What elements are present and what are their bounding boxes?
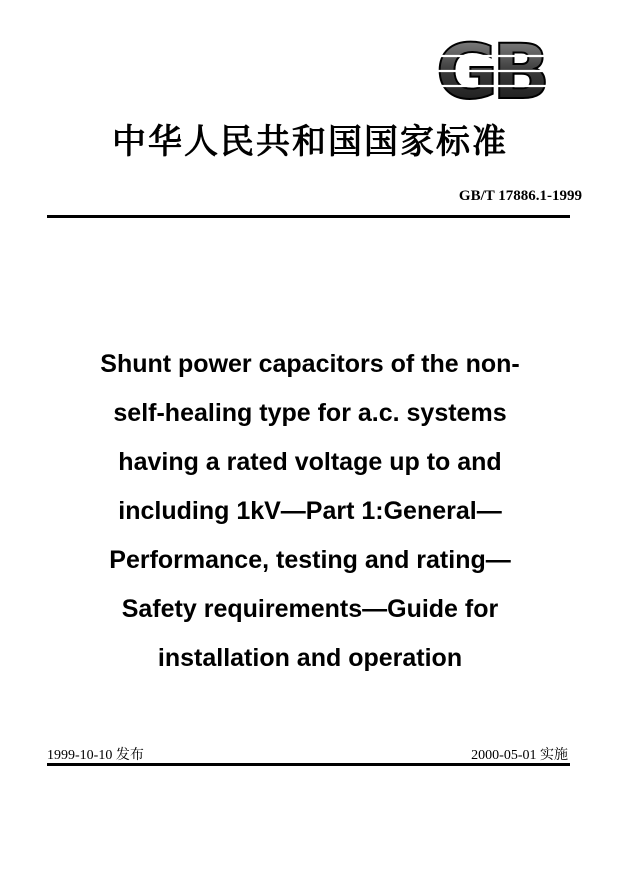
standard-code: GB/T 17886.1-1999 bbox=[458, 188, 582, 204]
title-line: installation and operation bbox=[157, 644, 463, 672]
title-line: having a rated voltage up to and bbox=[118, 448, 502, 476]
title-line: self-healing type for a.c. systems bbox=[113, 399, 507, 427]
bottom-divider bbox=[47, 763, 570, 766]
top-divider bbox=[47, 215, 570, 218]
issue-date: 1999-10-10 发布 bbox=[47, 748, 144, 763]
title-line: Performance, testing and rating— bbox=[109, 546, 511, 574]
implementation-date: 2000-05-01 实施 bbox=[471, 748, 568, 763]
svg-text:GB: GB bbox=[435, 34, 545, 108]
gb-logo-icon bbox=[425, 34, 555, 108]
title-line: Shunt power capacitors of the non- bbox=[100, 350, 520, 378]
gb-logo bbox=[425, 34, 555, 108]
title-line: including 1kV—Part 1:General— bbox=[118, 497, 502, 525]
document-title bbox=[40, 340, 580, 683]
national-standard-title: 中华人民共和国国家标准 bbox=[112, 122, 508, 162]
title-line: Safety requirements—Guide for bbox=[121, 595, 499, 623]
